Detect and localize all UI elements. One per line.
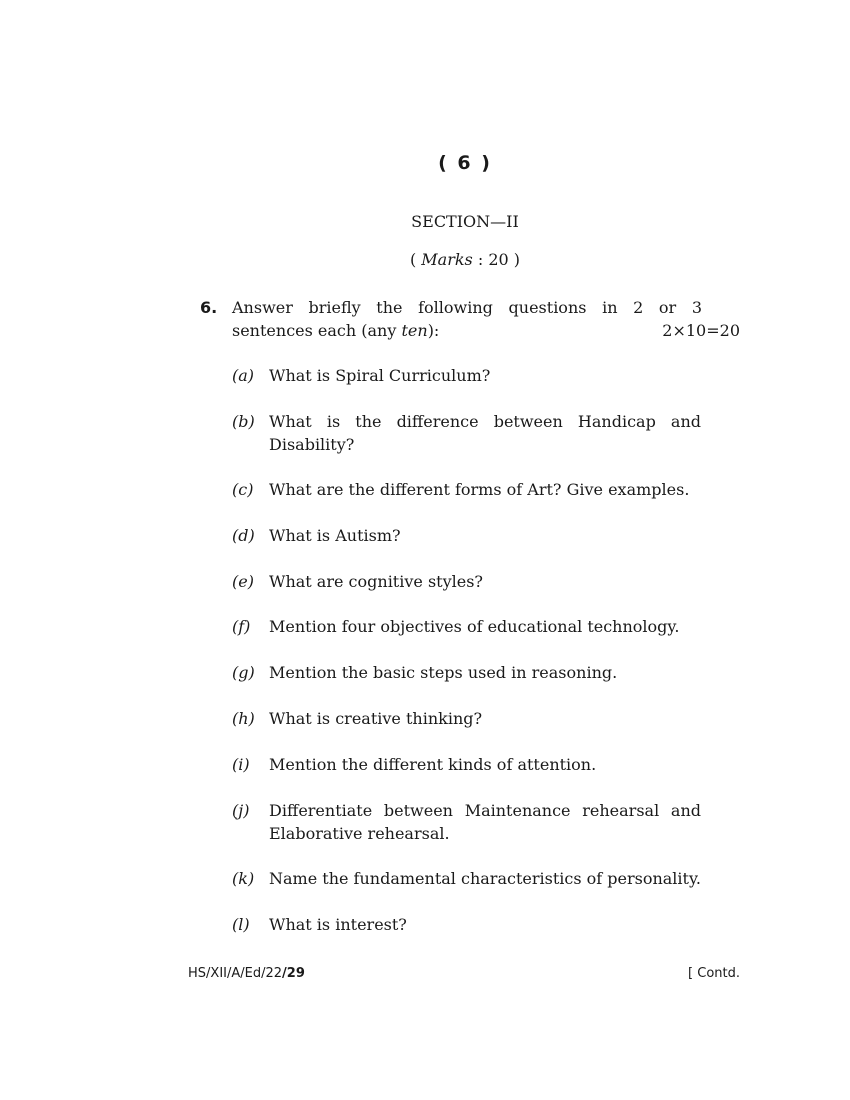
question-text-line2-italic: ten: [401, 321, 428, 340]
marks-value: : 20: [477, 250, 509, 269]
sub-question-letter: (i): [232, 755, 250, 774]
sub-question-text: What is Autism?: [269, 526, 401, 545]
question-text-line2: [232, 319, 439, 342]
paper-code-bold: /29: [282, 966, 305, 981]
sub-question-letter: (f): [232, 617, 251, 636]
marks-line: ( Marks : 20 ): [409, 250, 521, 269]
sub-question-text: What is interest?: [269, 915, 407, 934]
question-text-line2-b: ):: [427, 321, 440, 340]
sub-question-letter: (c): [232, 480, 254, 499]
sub-question-text: What is creative thinking?: [269, 709, 483, 728]
sub-question-letter: (b): [232, 412, 255, 431]
sub-question-letter: (e): [232, 572, 254, 591]
sub-question-letter: (g): [232, 663, 255, 682]
section-title: SECTION—II: [411, 212, 519, 231]
sub-question-text: What is Spiral Curriculum?: [269, 366, 491, 385]
question-score: 2×10=20: [662, 321, 740, 340]
paper-code-main: HS/XII/A/Ed/22: [188, 966, 283, 981]
sub-question-text: What are the different forms of Art? Give examples.: [269, 480, 690, 499]
question-number: 6.: [200, 298, 218, 317]
sub-question-text: What are cognitive styles?: [269, 572, 483, 591]
question-text-line1: Answer briefly the following questions in 2 or 3: [232, 298, 702, 317]
sub-question-text: Mention the different kinds of attention.: [269, 755, 597, 774]
sub-question-letter: (a): [232, 366, 255, 385]
marks-label: Marks: [421, 250, 473, 269]
sub-question-text: Mention four objectives of educational technology.: [269, 617, 680, 636]
sub-question-letter: (j): [232, 801, 250, 820]
sub-question-text: What is the difference between Handicap and Disability?: [269, 412, 701, 454]
sub-question-letter: (l): [232, 915, 250, 934]
question-text-line2-a: sentences each (any: [232, 321, 402, 340]
paper-code: [188, 966, 305, 981]
sub-question-text: Name the fundamental characteristics of personality.: [269, 869, 701, 888]
sub-question-text: Mention the basic steps used in reasoning.: [269, 663, 618, 682]
sub-question-text: Differentiate between Maintenance rehearsal and Elaborative rehearsal.: [269, 801, 701, 843]
sub-question-letter: (d): [232, 526, 255, 545]
continued-label: [ Contd.: [688, 966, 740, 981]
sub-question-letter: (k): [232, 869, 255, 888]
page-number: ( 6 ): [438, 152, 492, 174]
sub-question-letter: (h): [232, 709, 255, 728]
